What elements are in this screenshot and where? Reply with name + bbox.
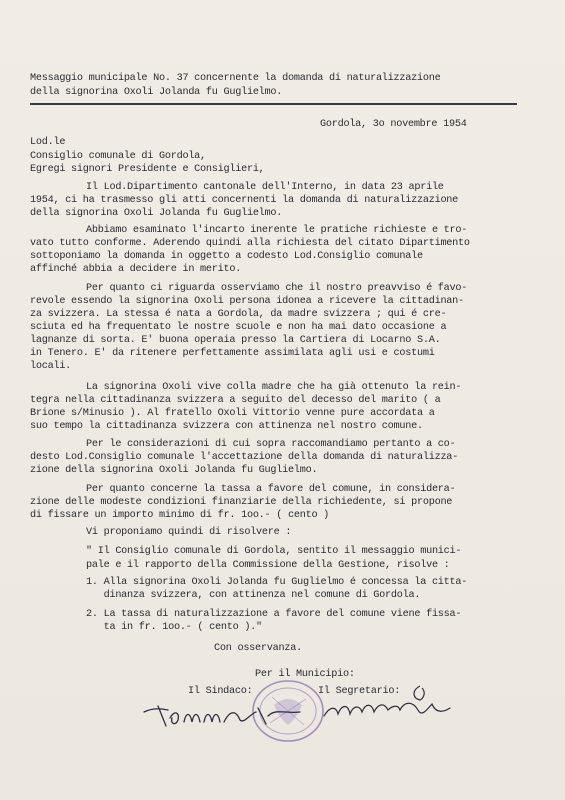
paragraph-5-line: Per le considerazioni di cui sopra raccomandiamo pertanto a co- [86, 439, 456, 450]
paragraph-3-line: in Tenero. E' da ritenere perfettamente assimilata agli usi e costumi [30, 348, 435, 359]
paragraph-2-line: sottoponiamo la domanda in oggetto a codesto Lod.Consiglio comunale [30, 251, 423, 262]
closing-regards: Con osservanza. [214, 643, 302, 654]
paragraph-7: Vi proponiamo quindi di risolvere : [86, 527, 292, 538]
paragraph-5-line: desto Lod.Consiglio comunale l'accettazione della domanda di naturalizza- [30, 452, 459, 463]
segretario-signature [320, 680, 470, 728]
resolution-intro-line: " Il Consiglio comunale di Gordola, sentito il messaggio munici- [86, 546, 462, 557]
paragraph-1-line: della signorina Oxoli Jolanda fu Guglielmo. [30, 208, 283, 219]
header-line-1: Messaggio municipale No. 37 concernente la domanda di naturalizzazione [30, 73, 441, 84]
paragraph-3-line: lagnanze di sorta. E' buona operaia presso la Cartiera di Locarno S.A. [30, 335, 441, 346]
resolution-item-2-line: 2. La tassa di naturalizzazione a favore del comune viene fissa- [86, 609, 462, 620]
paragraph-4-line: La signorina Oxoli vive colla madre che ha già ottenuto la rein- [86, 382, 462, 393]
closing-municipio: Per il Municipio: [255, 669, 355, 680]
paragraph-6-line: di fissare un importo minimo di fr. 1oo.- ( cento ) [30, 510, 330, 521]
paragraph-3-line: sciuta ed ha frequentato le nostre scuole e non ha mai dato occasione a [30, 322, 447, 333]
resolution-item-1-line: 1. Alla signorina Oxoli Jolanda fu Guglielmo é concessa la citta- [86, 577, 468, 588]
letter-date: Gordola, 3o novembre 1954 [320, 119, 467, 130]
paragraph-4-line: tegra nella cittadinanza svizzera a seguito del decesso del marito ( a [30, 395, 441, 406]
closing-sindaco: Il Sindaco: [188, 686, 253, 697]
paragraph-3-line: Per quanto ci riguarda osserviamo che il nostro preavviso é favo- [86, 283, 468, 294]
paragraph-3-line: locali. [30, 361, 72, 372]
header-line-2: della signorina Oxoli Jolanda fu Guglielmo. [30, 87, 283, 98]
closing-segretario: Il Segretario: [318, 686, 401, 697]
paragraph-1-line: Il Lod.Dipartimento cantonale dell'Interno, in data 23 aprile [86, 182, 444, 193]
resolution-intro-line: pale e il rapporto della Commissione della Gestione, risolve : [86, 560, 450, 571]
paragraph-3-line: za svizzera. La stessa é nata a Gordola, da madre svizzera ; qui é cre- [30, 309, 447, 320]
paragraph-6-line: zione delle modeste condizioni finanziarie della richiedente, si propone [30, 497, 453, 508]
address-line-2: Consiglio comunale di Gordola, [30, 151, 206, 162]
paragraph-2-line: Abbiamo esaminato l'incarto inerente le pratiche richieste e tro- [86, 225, 468, 236]
paragraph-5-line: zione della signorina Oxoli Jolanda fu Guglielmo. [30, 465, 318, 476]
address-line-1: Lod.le [30, 137, 66, 148]
sindaco-signature [140, 698, 310, 732]
address-line-3: Egregi signori Presidente e Consiglieri, [30, 164, 265, 175]
paragraph-2-line: vato tutto conforme. Aderendo quindi alla richiesta del citato Dipartimento [30, 238, 470, 249]
paragraph-2-line: affinché abbia a decidere in merito. [30, 264, 242, 275]
paragraph-4-line: suo tempo la cittadinanza svizzera con attinenza nel nostro comune. [30, 421, 423, 432]
resolution-item-1-line: dinanza svizzera, con attinenza nel comune di Gordola. [86, 590, 421, 601]
paragraph-4-line: Brione s/Minusio ). Al fratello Oxoli Vittorio venne pure accordata a [30, 408, 435, 419]
resolution-item-2-line: ta in fr. 1oo.- ( cento )." [86, 622, 262, 633]
paragraph-1-line: 1954, ci ha trasmesso gli atti concernenti la domanda di naturalizzazione [30, 195, 459, 206]
paragraph-3-line: revole essendo la signorina Oxoli persona idonea a ricevere la cittadinan- [30, 296, 464, 307]
header-rule [30, 103, 517, 105]
paragraph-6-line: Per quanto concerne la tassa a favore del comune, in considera- [86, 484, 456, 495]
